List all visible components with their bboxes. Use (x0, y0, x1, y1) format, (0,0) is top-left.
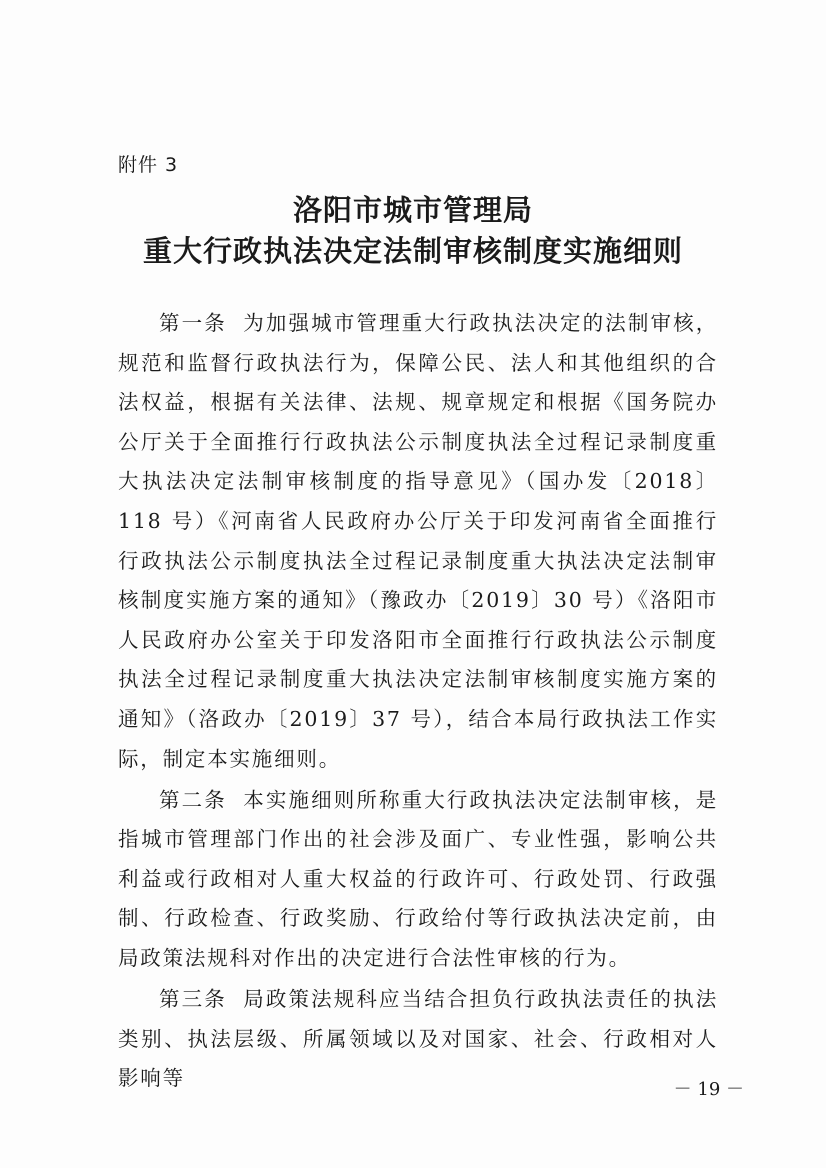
document-title-line-1: 洛阳市城市管理局 (292, 193, 533, 227)
document-body (118, 304, 718, 1100)
article-paragraph-2 (118, 781, 718, 979)
article-number: 第二条 (159, 787, 227, 812)
article-text: 本实施细则所称重大行政执法决定法制审核，是指城市管理部门作出的社会涉及面广、专业性强，影响公共利益或行政相对人重大权益的行政许可、行政处罚、行政强制、行政检查、行政奖励、行政给付等行政执法决定前，由局政策法规科对作出的决定进行合法性审核的行为。 (118, 787, 718, 970)
article-text: 局政策法规科应当结合担负行政执法责任的执法类别、执法层级、所属领域以及对国家、社会、行政相对人影响等 (118, 987, 718, 1091)
article-number: 第三条 (159, 987, 227, 1012)
article-number: 第一条 (159, 311, 227, 335)
attachment-label: 附件 3 (118, 154, 179, 176)
page-number: － 19 － (673, 1079, 744, 1100)
document-title-line-2: 重大行政执法决定法制审核制度实施细则 (142, 234, 683, 268)
article-paragraph-1 (118, 304, 718, 779)
article-text: 为加强城市管理重大行政执法决定的法制审核，规范和监督行政执法行为，保障公民、法人和其他组织的合法权益，根据有关法律、法规、规章规定和根据《国务院办公厅关于全面推行行政执法公示制度执法全过程记录制度重大执法决定法制审核制度的指导意见》（国办发〔2018〕118 号）《河南省人民政府办公厅关于印发河南省全面推行行政执法公示制度执法全过程记录制度重大执法决定法制审核制度实施方案的通知》（豫政办〔2019〕30 号）《洛阳市人民政府办公室关于印发洛阳市全面推行行政执法公示制度执法全过程记录制度重大执法决定法制审核制度实施方案的通知》（洛政办〔2019〕37 号），结合本局行政执法工作实际，制定本实施细则。 (118, 311, 718, 771)
